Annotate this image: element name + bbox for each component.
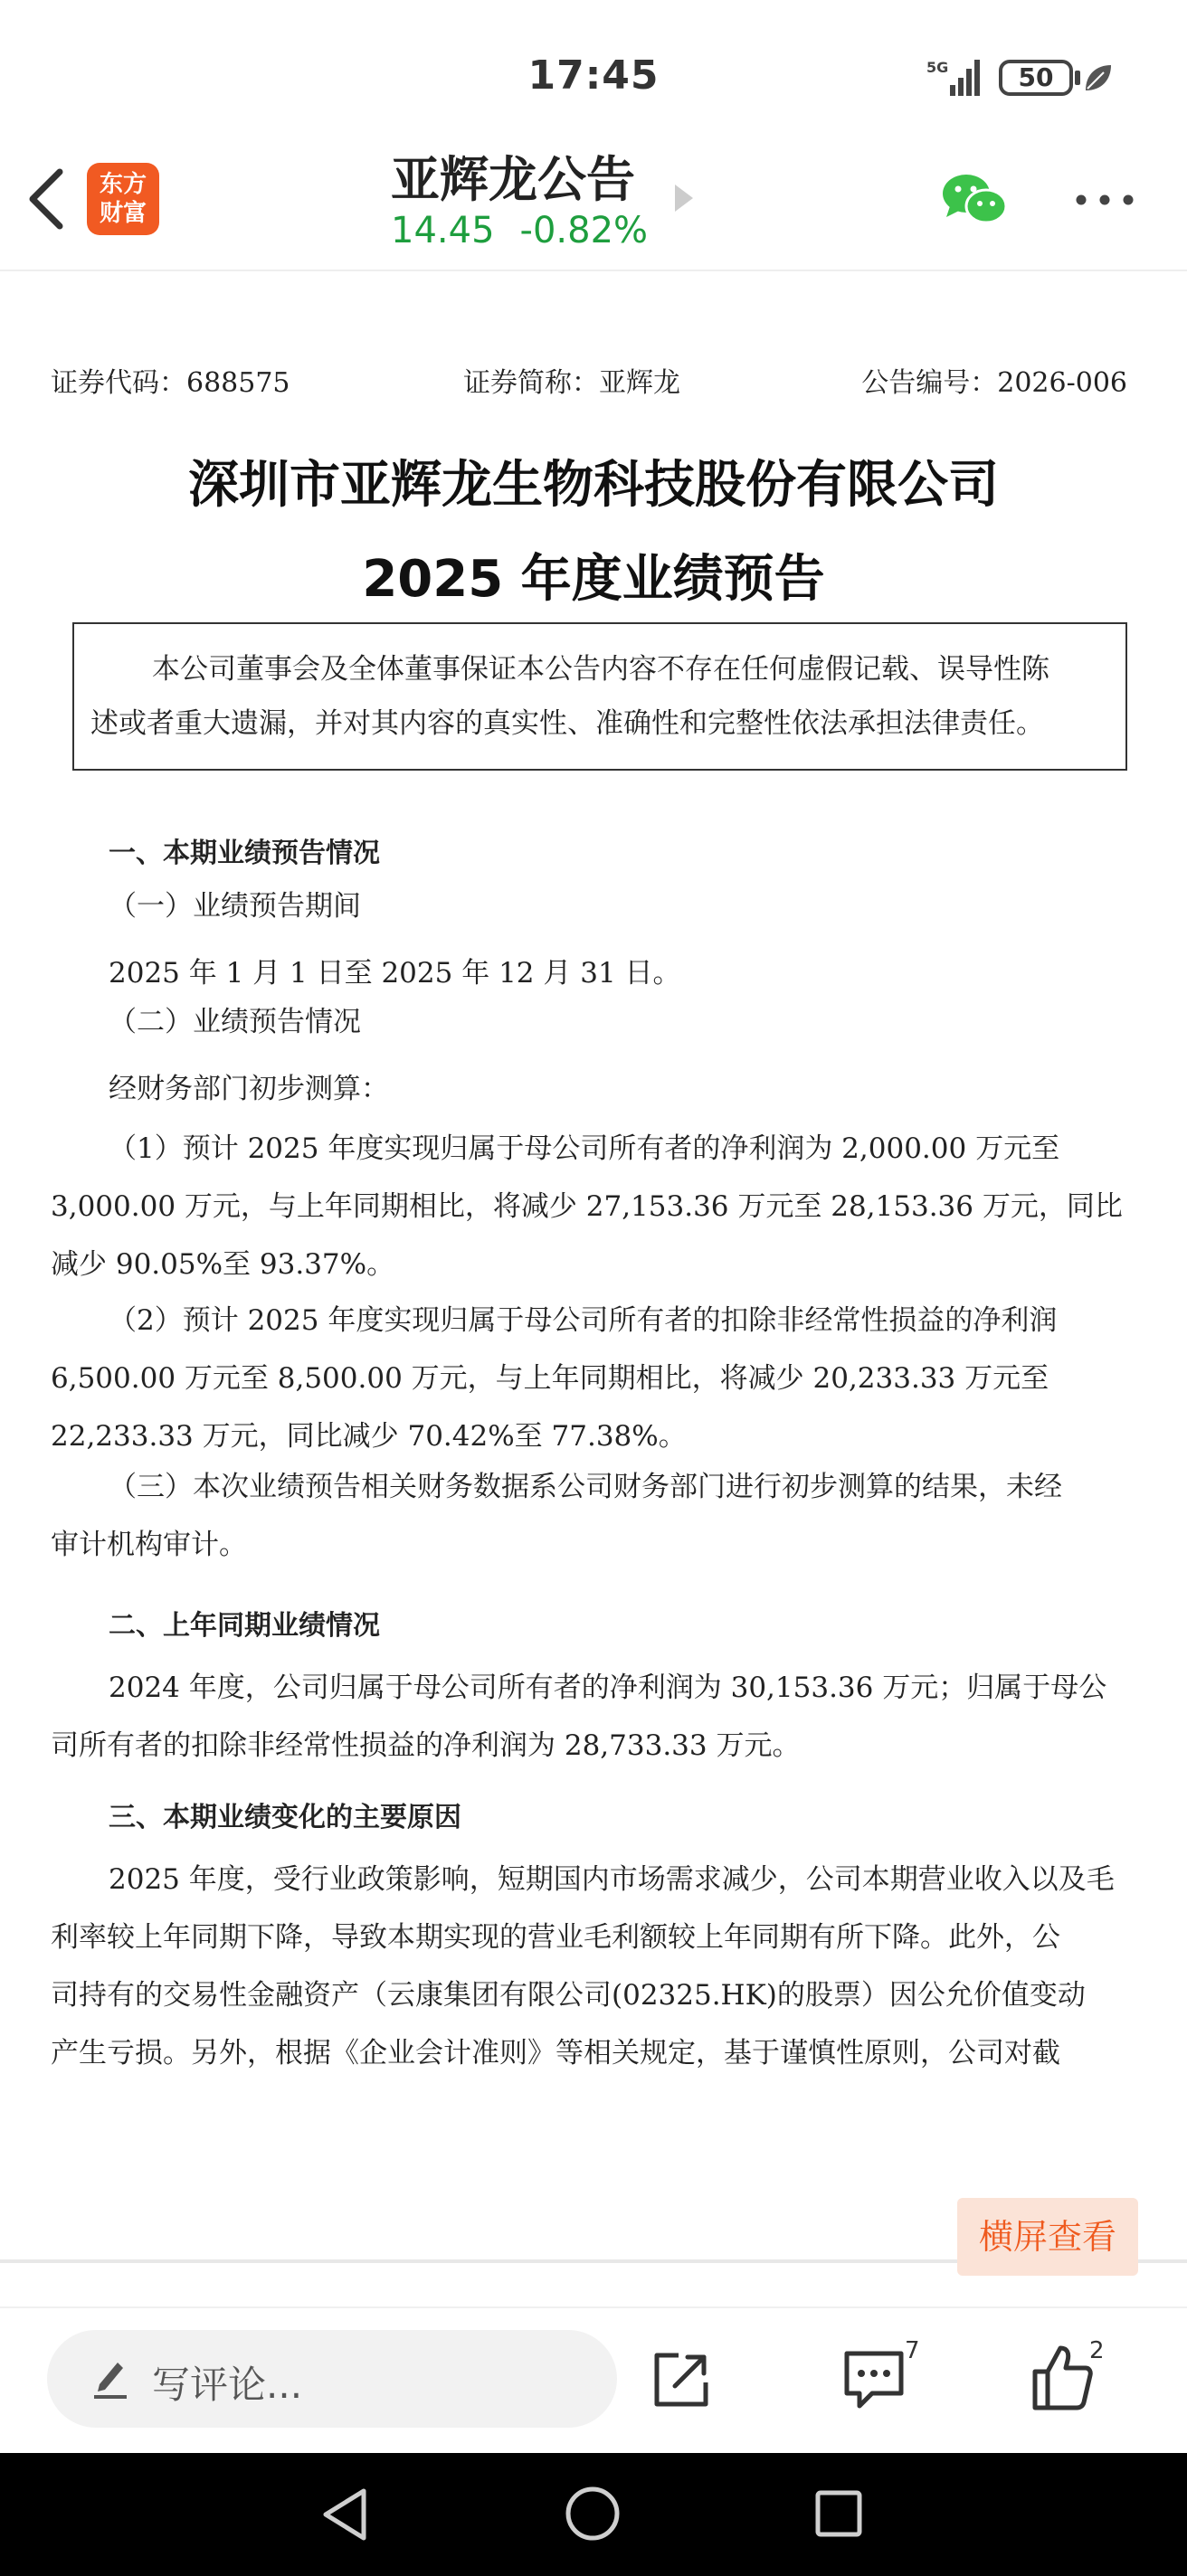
play-arrow-icon[interactable] bbox=[673, 183, 695, 213]
pen-icon bbox=[90, 2353, 130, 2401]
item1-line2: 3,000.00 万元，与上年同期相比，将减少 27,153.36 万元至 28,153.36 万元，同比 bbox=[51, 1190, 1123, 1223]
reason-line1: 2025 年度，受行业政策影响，短期国内市场需求减少，公司本期营业收入以及毛 bbox=[109, 1863, 1115, 1896]
nav-back-icon[interactable] bbox=[318, 2486, 373, 2543]
announcement-number: 公告编号：2026-006 bbox=[861, 367, 1127, 399]
comment-input[interactable] bbox=[47, 2330, 617, 2428]
section1-heading: 一、本期业绩预告情况 bbox=[109, 838, 380, 869]
sub3-line1: （三）本次业绩预告相关财务数据系公司财务部门进行初步测算的结果，未经 bbox=[109, 1471, 1062, 1503]
measure-intro: 经财务部门初步测算： bbox=[109, 1073, 389, 1105]
item2-line1: （2）预计 2025 年度实现归属于母公司所有者的扣除非经常性损益的净利润 bbox=[109, 1304, 1058, 1337]
sub2-heading: （二）业绩预告情况 bbox=[109, 1006, 361, 1038]
like-count: 2 bbox=[1089, 2337, 1105, 2364]
reason-line3: 司持有的交易性金融资产（云康集团有限公司(02325.HK)的股票）因公允价值变动 bbox=[51, 1979, 1086, 2012]
forecast-period: 2025 年 1 月 1 日至 2025 年 12 月 31 日。 bbox=[109, 957, 681, 990]
battery-tip bbox=[1075, 71, 1080, 85]
app-logo-line2: 财富 bbox=[99, 200, 147, 227]
reason-line4: 产生亏损。另外，根据《企业会计准则》等相关规定，基于谨慎性原则，公司对截 bbox=[51, 2037, 1060, 2069]
comment-placeholder: 写评论... bbox=[152, 2363, 303, 2407]
landscape-view-button[interactable]: 横屏查看 bbox=[957, 2198, 1138, 2276]
prior-line1: 2024 年度，公司归属于母公司所有者的净利润为 30,153.36 万元；归属于母公 bbox=[109, 1672, 1107, 1704]
page-title: 亚辉龙公告 bbox=[391, 151, 635, 208]
section2-heading: 二、上年同期业绩情况 bbox=[109, 1610, 380, 1642]
share-icon[interactable] bbox=[651, 2350, 711, 2410]
network-type: 5G bbox=[926, 59, 949, 76]
sub1-heading: （一）业绩预告期间 bbox=[109, 890, 361, 923]
reason-line2: 利率较上年同期下降，导致本期实现的营业毛利额较上年同期有所下降。此外，公 bbox=[51, 1921, 1060, 1954]
nav-home-icon[interactable] bbox=[565, 2486, 621, 2542]
signal-icon bbox=[926, 58, 984, 98]
stock-change: -0.82% bbox=[519, 210, 649, 251]
nav-recent-apps-icon[interactable] bbox=[814, 2489, 863, 2538]
more-options-icon[interactable] bbox=[1075, 194, 1135, 206]
prior-line2: 司所有者的扣除非经常性损益的净利润为 28,733.33 万元。 bbox=[51, 1729, 801, 1762]
app-logo-line1: 东方 bbox=[99, 171, 147, 198]
stock-price: 14.45 bbox=[391, 210, 495, 251]
item2-line2: 6,500.00 万元至 8,500.00 万元，与上年同期相比，将减少 20,233.33 万元至 bbox=[51, 1362, 1049, 1395]
stock-quote bbox=[391, 210, 673, 251]
sub3-line2: 审计机构审计。 bbox=[51, 1529, 247, 1561]
wechat-share-icon[interactable] bbox=[941, 172, 1008, 226]
comment-count: 7 bbox=[905, 2337, 920, 2364]
header-divider bbox=[0, 270, 1187, 271]
leaf-icon bbox=[1082, 62, 1113, 94]
item1-line1: （1）预计 2025 年度实现归属于母公司所有者的净利润为 2,000.00 万元至 bbox=[109, 1132, 1060, 1165]
section3-heading: 三、本期业绩变化的主要原因 bbox=[109, 1802, 461, 1833]
security-abbreviation: 证券简称：亚辉龙 bbox=[463, 367, 680, 399]
back-arrow-icon[interactable] bbox=[18, 159, 72, 239]
status-time: 17:45 bbox=[527, 52, 660, 99]
thumbs-up-icon[interactable] bbox=[1031, 2343, 1093, 2411]
item2-line3: 22,233.33 万元，同比减少 70.42%至 77.38%。 bbox=[51, 1420, 687, 1453]
app-logo bbox=[87, 163, 159, 235]
disclaimer-line2: 述或者重大遗漏，并对其内容的真实性、准确性和完整性依法承担法律责任。 bbox=[90, 707, 1044, 740]
item1-line3: 减少 90.05%至 93.37%。 bbox=[51, 1248, 395, 1281]
document-title-line1: 深圳市亚辉龙生物科技股份有限公司 bbox=[188, 456, 999, 515]
document-title-line2: 2025 年度业绩预告 bbox=[362, 550, 825, 609]
disclaimer-line1: 本公司董事会及全体董事保证本公告内容不存在任何虚假记载、误导性陈 bbox=[152, 653, 1049, 686]
comment-icon[interactable] bbox=[841, 2348, 907, 2411]
battery-icon: 50 bbox=[999, 60, 1073, 96]
security-code: 证券代码：688575 bbox=[51, 367, 290, 399]
